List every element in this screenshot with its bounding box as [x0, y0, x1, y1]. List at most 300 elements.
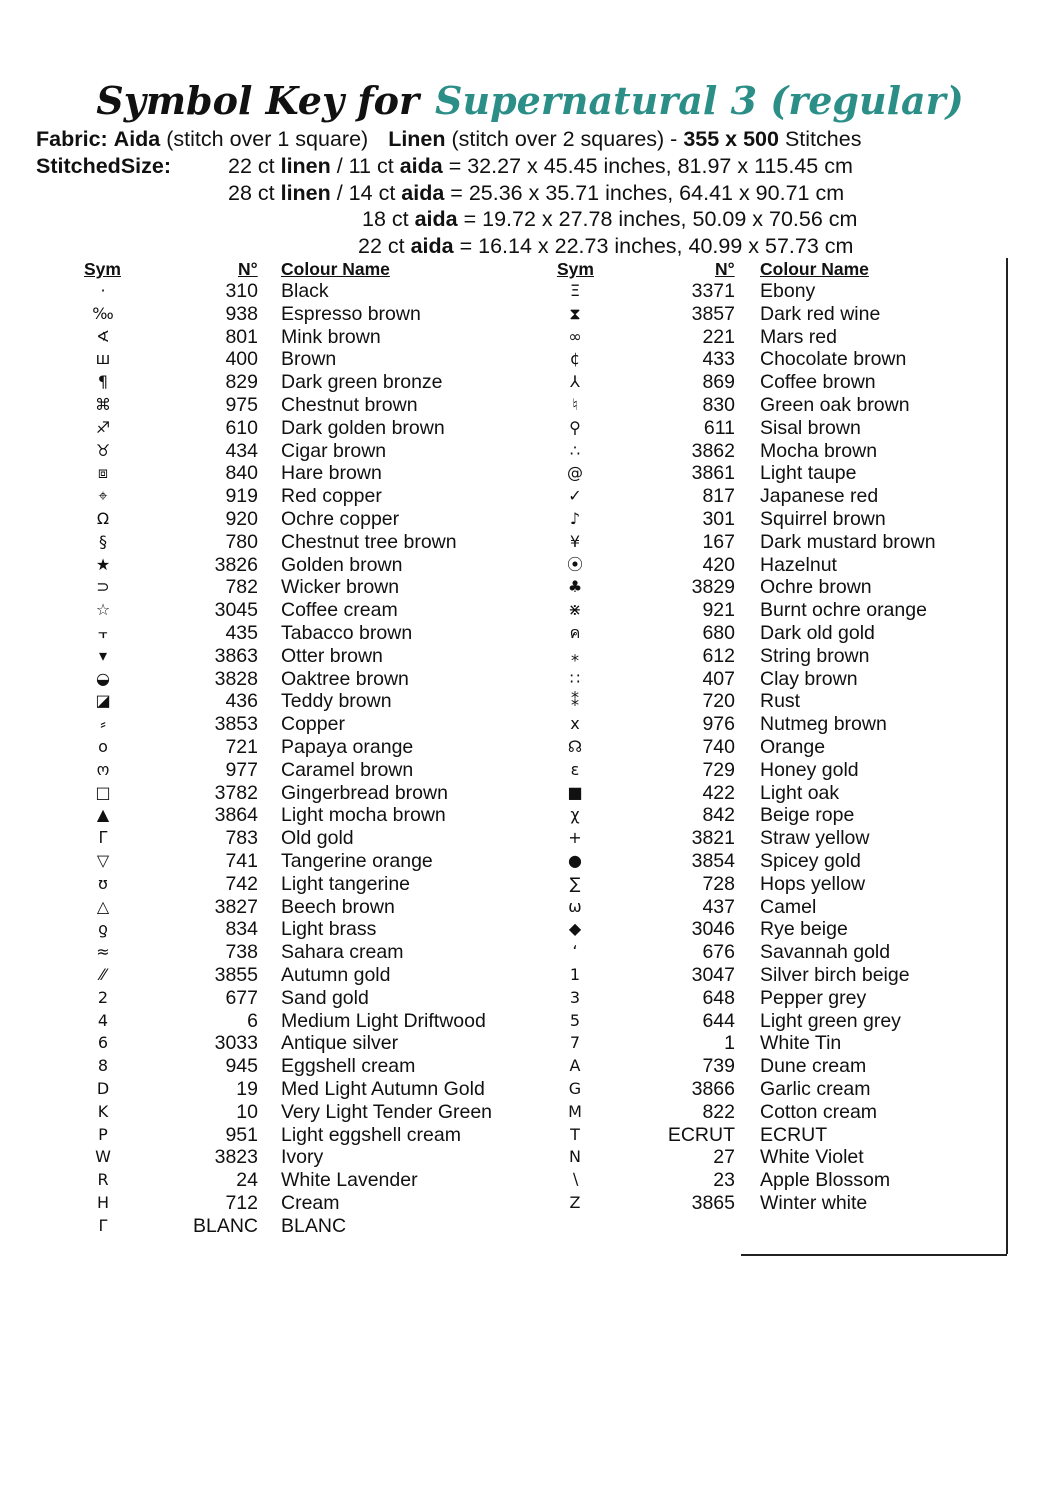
- color-number: 712: [225, 1192, 258, 1214]
- colour-name: Old gold: [281, 827, 354, 850]
- colour-name: Light tangerine: [281, 872, 411, 895]
- color-number: 801: [225, 325, 258, 348]
- symbol-icon: ᒥ: [98, 828, 108, 848]
- color-number: 407: [702, 667, 735, 690]
- color-number: 869: [702, 371, 735, 394]
- colour-name: ECRUT: [760, 1123, 828, 1146]
- colour-name: Antique silver: [281, 1032, 399, 1055]
- color-number: 23: [713, 1169, 735, 1192]
- colour-name: Chestnut brown: [281, 394, 418, 416]
- symbol-icon: ☆: [95, 600, 111, 620]
- colour-name: String brown: [760, 644, 870, 667]
- symbol-icon: ⚲: [569, 417, 581, 437]
- list-item: [0, 576, 1000, 599]
- list-item: [0, 1055, 1000, 1078]
- color-number: 921: [702, 599, 735, 622]
- color-number: 830: [702, 394, 735, 416]
- symbol-icon: ☊: [567, 737, 583, 756]
- list-item: [0, 782, 1000, 805]
- symbol-icon: ▲: [96, 805, 110, 825]
- color-number: 738: [225, 941, 258, 964]
- color-number: 780: [225, 530, 258, 553]
- colour-name: Rye beige: [760, 918, 848, 941]
- symbol-icon: △: [96, 896, 110, 916]
- symbol-icon: ∑: [569, 873, 581, 893]
- colour-name: Sisal brown: [760, 416, 861, 439]
- symbol-icon: ʊ: [98, 873, 108, 893]
- color-number: 27: [713, 1146, 735, 1169]
- symbol-icon: ■: [567, 782, 583, 802]
- symbol-icon: ◪: [95, 691, 111, 711]
- symbol-icon: G: [568, 1079, 582, 1098]
- color-number: 3782: [214, 781, 258, 804]
- color-number: 3855: [214, 964, 258, 986]
- colour-name: Spicey gold: [760, 850, 861, 872]
- symbol-icon: ⸗: [100, 714, 106, 734]
- colour-name: Dark red wine: [760, 302, 881, 325]
- list-item: [0, 941, 1000, 964]
- list-item: [0, 462, 1000, 485]
- symbol-icon: Z: [569, 1193, 581, 1212]
- stitched-size-label: StitchedSize:: [36, 154, 171, 178]
- colour-name: Chocolate brown: [760, 348, 907, 371]
- color-number: 612: [702, 644, 735, 667]
- symbol-icon: ω: [568, 896, 582, 916]
- symbol-icon: ɛ: [570, 759, 580, 779]
- colour-name: Gingerbread brown: [281, 781, 448, 804]
- symbol-icon: ⫟: [98, 623, 108, 642]
- symbol-icon: ⅄: [570, 372, 580, 392]
- color-number: BLANC: [192, 1214, 258, 1237]
- symbol-icon: ♉: [95, 440, 111, 460]
- color-number: 435: [225, 622, 258, 644]
- symbol-icon: ო: [96, 759, 110, 779]
- symbol-icon: Ω: [96, 509, 110, 528]
- color-number: 783: [225, 827, 258, 850]
- color-number: 3827: [214, 895, 258, 918]
- symbol-icon: Ξ: [569, 281, 581, 300]
- list-item: [0, 1010, 1000, 1033]
- list-item: [0, 759, 1000, 782]
- colour-name: Honey gold: [760, 758, 859, 781]
- list-item: [0, 736, 1000, 759]
- colour-name: Copper: [281, 713, 345, 736]
- symbol-icon: ◒: [96, 668, 110, 688]
- colour-name: Squirrel brown: [760, 508, 886, 530]
- color-number: 676: [702, 941, 735, 964]
- symbol-icon: N: [569, 1147, 581, 1167]
- color-number: ECRUT: [667, 1123, 735, 1146]
- colour-name: Medium Light Driftwood: [281, 1009, 486, 1032]
- color-number: 3033: [214, 1032, 258, 1055]
- list-item: [0, 1124, 1000, 1147]
- fabric-linen-note: (stitch over 2 squares) -: [451, 127, 678, 151]
- color-number: 741: [225, 850, 258, 872]
- symbol-icon: K: [97, 1101, 109, 1121]
- stitched-size-line: 18 ct aida = 19.72 x 27.78 inches, 50.09 x 70.56 cm: [362, 207, 858, 231]
- color-number: 3853: [214, 713, 258, 736]
- symbol-icon: ∷: [569, 668, 581, 688]
- symbol-icon: 5: [569, 1010, 581, 1030]
- list-item: [0, 964, 1000, 987]
- stitch-count: 355 x 500: [683, 127, 779, 151]
- colour-name: Beige rope: [760, 804, 855, 827]
- symbol-icon: ⌘: [95, 395, 111, 414]
- color-number: 3854: [691, 850, 735, 872]
- color-number: 3823: [214, 1146, 258, 1169]
- list-item: [0, 1078, 1000, 1101]
- colour-name: Otter brown: [281, 644, 383, 667]
- color-number: 10: [236, 1100, 258, 1123]
- colour-name: Ebony: [760, 280, 816, 302]
- colour-name: Dune cream: [760, 1055, 867, 1078]
- colour-name: Dark green bronze: [281, 371, 443, 394]
- color-number: 740: [702, 736, 735, 758]
- color-number: 610: [225, 416, 258, 439]
- list-item: [0, 440, 1000, 463]
- colour-name: Coffee cream: [281, 599, 398, 622]
- color-number: 611: [703, 416, 735, 439]
- color-number: 3826: [214, 553, 258, 576]
- fabric-label: Fabric:: [36, 127, 108, 151]
- color-number: 400: [225, 348, 258, 371]
- color-number: 644: [702, 1009, 735, 1032]
- symbol-icon: H: [96, 1193, 110, 1212]
- list-item: [0, 804, 1000, 827]
- symbol-icon: 8: [97, 1056, 109, 1076]
- symbol-icon: ⌖: [98, 486, 108, 506]
- colour-name: Red copper: [281, 485, 382, 508]
- symbol-icon: ʻ: [572, 942, 578, 962]
- symbol-icon: ⋇: [568, 600, 582, 620]
- list-item: [0, 280, 1000, 303]
- colour-name: Eggshell cream: [281, 1055, 416, 1078]
- list-item: [0, 508, 1000, 531]
- colour-name: Hazelnut: [760, 553, 837, 576]
- colour-name: BLANC: [281, 1214, 347, 1237]
- color-number: 834: [225, 918, 258, 941]
- color-number: 975: [225, 394, 258, 416]
- colour-name: Hare brown: [281, 462, 382, 485]
- colour-name: Straw yellow: [760, 827, 870, 850]
- color-number: 434: [225, 439, 258, 462]
- symbol-icon: T: [570, 1124, 580, 1144]
- symbol-icon: ⁑: [571, 691, 579, 711]
- colour-name: Oaktree brown: [281, 667, 409, 690]
- symbol-icon: ·: [100, 281, 106, 300]
- symbol-icon: ¶: [97, 372, 109, 392]
- header-name-right: Colour Name: [760, 259, 869, 279]
- color-number: 822: [702, 1100, 735, 1123]
- symbol-icon: o: [98, 737, 108, 756]
- colour-name: Brown: [281, 348, 337, 371]
- pattern-name: Supernatural 3 (regular): [435, 78, 964, 123]
- symbol-icon: §: [99, 531, 107, 551]
- color-number: 3862: [691, 439, 735, 462]
- color-number: 842: [702, 804, 735, 827]
- colour-name: White Tin: [760, 1032, 842, 1055]
- colour-name: Beech brown: [281, 895, 395, 918]
- color-number: 1: [724, 1032, 735, 1055]
- color-number: 221: [702, 325, 735, 348]
- colour-name: Cream: [281, 1192, 340, 1214]
- color-number: 24: [236, 1169, 258, 1192]
- list-item: [0, 1169, 1000, 1192]
- list-item: [0, 713, 1000, 736]
- colour-name: Orange: [760, 736, 826, 758]
- colour-name: Clay brown: [760, 667, 858, 690]
- colour-name: Camel: [760, 895, 817, 918]
- list-item: [0, 873, 1000, 896]
- list-item: [0, 827, 1000, 850]
- colour-name: Pepper grey: [760, 986, 867, 1009]
- color-number: 677: [225, 986, 258, 1009]
- colour-name: Tangerine orange: [281, 850, 433, 872]
- symbol-icon: ★: [95, 554, 111, 574]
- symbol-icon: ค: [569, 623, 581, 642]
- colour-name: Mink brown: [281, 325, 381, 348]
- stitch-word: Stitches: [784, 127, 862, 151]
- symbol-icon: ∴: [569, 440, 581, 460]
- colour-name: Papaya orange: [281, 736, 414, 758]
- symbol-icon: ♮: [572, 395, 578, 414]
- list-item: [0, 348, 1000, 371]
- colour-name: Light oak: [760, 781, 840, 804]
- colour-name: Med Light Autumn Gold: [281, 1078, 485, 1100]
- colour-name: Tabacco brown: [281, 622, 413, 644]
- colour-name: Ochre brown: [760, 576, 872, 599]
- symbol-icon: ƍ: [98, 919, 108, 939]
- list-item: [0, 394, 1000, 417]
- list-item: [0, 1032, 1000, 1055]
- color-number: 840: [225, 462, 258, 485]
- colour-name: Teddy brown: [281, 690, 392, 713]
- symbol-icon: ‰: [92, 303, 114, 323]
- colour-name: Black: [281, 280, 329, 302]
- symbol-icon: ⊃: [96, 577, 110, 597]
- color-number: 167: [702, 530, 735, 553]
- symbol-icon: ⁄⁄: [100, 965, 106, 984]
- color-number: 977: [225, 758, 258, 781]
- colour-name: Dark old gold: [760, 622, 875, 644]
- right-border-line: [1006, 258, 1008, 1254]
- colour-name: Cotton cream: [760, 1100, 878, 1123]
- symbol-icon: ¢: [569, 349, 581, 369]
- list-item: [0, 531, 1000, 554]
- color-number: 3047: [691, 964, 735, 986]
- fabric-linen: Linen: [388, 127, 446, 151]
- symbol-icon: 3: [569, 987, 581, 1007]
- list-item: [0, 326, 1000, 349]
- symbol-icon: ▽: [96, 851, 110, 870]
- color-number: 829: [225, 371, 258, 394]
- symbol-icon: ⧗: [569, 303, 581, 323]
- symbol-icon: Γ: [98, 1215, 108, 1235]
- symbol-icon: ≈: [96, 942, 110, 962]
- symbol-icon: ▾: [98, 645, 108, 665]
- symbol-icon: 6: [97, 1033, 109, 1053]
- color-number: 437: [702, 895, 735, 918]
- color-number: 739: [702, 1055, 735, 1078]
- colour-name: Light eggshell cream: [281, 1123, 461, 1146]
- list-item: [0, 690, 1000, 713]
- symbol-icon: D: [96, 1079, 110, 1098]
- page-title: [0, 76, 1060, 126]
- colour-name: Caramel brown: [281, 758, 414, 781]
- color-number: 648: [702, 986, 735, 1009]
- color-number: 436: [225, 690, 258, 713]
- list-item: [0, 622, 1000, 645]
- title-prefix: Symbol Key for: [96, 78, 419, 123]
- color-number: 3829: [691, 576, 735, 599]
- symbol-icon: ⧈: [97, 463, 109, 483]
- list-item: [0, 896, 1000, 919]
- header-num-right: N°: [715, 259, 735, 279]
- colour-name: Light brass: [281, 918, 377, 941]
- symbol-icon: ∖: [569, 1170, 581, 1190]
- symbol-icon: ♪: [569, 509, 581, 528]
- list-item: [0, 645, 1000, 668]
- color-number: 951: [225, 1123, 258, 1146]
- symbol-icon: ∞: [568, 326, 582, 346]
- color-number: 433: [702, 348, 735, 371]
- color-number: 3821: [691, 827, 735, 850]
- list-item: [0, 599, 1000, 622]
- symbol-icon: ♐: [95, 417, 111, 437]
- symbol-icon: χ: [570, 805, 580, 825]
- color-number: 3866: [691, 1078, 735, 1100]
- fabric-aida-note: (stitch over 1 square): [166, 127, 369, 151]
- color-number: 680: [702, 622, 735, 644]
- colour-name: Sahara cream: [281, 941, 404, 964]
- symbol-icon: 1: [569, 965, 581, 984]
- color-number: 420: [702, 553, 735, 576]
- list-item: [0, 1215, 1000, 1238]
- symbol-icon: 7: [569, 1033, 581, 1053]
- symbol-icon: ◆: [568, 919, 582, 939]
- colour-name: Very Light Tender Green: [281, 1100, 493, 1123]
- fabric-line: [36, 126, 861, 152]
- colour-name: Sand gold: [281, 986, 369, 1009]
- colour-name: Nutmeg brown: [760, 713, 887, 736]
- list-item: [0, 417, 1000, 440]
- colour-name: Autumn gold: [281, 964, 391, 986]
- header-sym-right: Sym: [557, 259, 594, 279]
- color-number: 919: [225, 485, 258, 508]
- color-number: 938: [225, 302, 258, 325]
- header-name-left: Colour Name: [281, 259, 390, 279]
- colour-name: White Lavender: [281, 1169, 418, 1192]
- symbol-icon: ⁎: [571, 645, 579, 665]
- colour-name: Dark mustard brown: [760, 530, 936, 553]
- color-number: 310: [225, 280, 258, 302]
- colour-name: White Violet: [760, 1146, 864, 1169]
- color-number: 728: [702, 872, 735, 895]
- symbol-icon: ♣: [567, 577, 583, 597]
- symbol-icon: R: [97, 1170, 109, 1190]
- color-number: 19: [236, 1078, 258, 1100]
- symbol-icon: @: [567, 463, 583, 483]
- list-item: [0, 1146, 1000, 1169]
- color-number: 782: [225, 576, 258, 599]
- color-number: 3046: [691, 918, 735, 941]
- symbol-icon: A: [569, 1056, 581, 1076]
- color-number: 721: [225, 736, 258, 758]
- color-number: 742: [225, 872, 258, 895]
- list-item: [0, 554, 1000, 577]
- colour-name: Ochre copper: [281, 508, 400, 530]
- symbol-icon: W: [95, 1147, 111, 1167]
- list-item: [0, 303, 1000, 326]
- colour-name: Espresso brown: [281, 302, 421, 325]
- symbol-icon: ⦿: [566, 554, 583, 574]
- symbol-icon: 2: [97, 987, 109, 1007]
- list-item: [0, 987, 1000, 1010]
- color-number: 3861: [691, 462, 735, 485]
- colour-name: Wicker brown: [281, 576, 400, 599]
- stitched-size-line: 22 ct linen / 11 ct aida = 32.27 x 45.45 inches, 81.97 x 115.45 cm: [228, 154, 853, 178]
- color-number: 920: [225, 508, 258, 530]
- color-number: 3857: [691, 302, 735, 325]
- color-number: 817: [702, 485, 735, 508]
- colour-name: Hops yellow: [760, 872, 866, 895]
- color-number: 422: [702, 781, 735, 804]
- color-number: 3863: [214, 644, 258, 667]
- list-item: [0, 668, 1000, 691]
- color-number: 729: [702, 758, 735, 781]
- color-number: 3864: [214, 804, 258, 827]
- symbol-icon: ¥: [569, 531, 581, 551]
- bottom-border-line: [741, 1254, 1007, 1256]
- list-item: [0, 371, 1000, 394]
- symbol-icon: □: [95, 782, 111, 802]
- symbol-icon: P: [98, 1124, 108, 1144]
- list-item: [0, 918, 1000, 941]
- color-number: 6: [247, 1009, 258, 1032]
- colour-name: Japanese red: [760, 485, 879, 508]
- color-number: 945: [225, 1055, 258, 1078]
- symbol-icon: ●: [568, 851, 582, 870]
- colour-name: Burnt ochre orange: [760, 599, 927, 622]
- symbol-icon: ✓: [568, 486, 582, 506]
- color-number: 3045: [214, 599, 258, 622]
- colour-name: Mars red: [760, 325, 837, 348]
- colour-name: Winter white: [760, 1192, 868, 1214]
- symbol-icon: ∢: [96, 326, 110, 346]
- symbol-icon: +: [568, 828, 582, 848]
- colour-name: Light green grey: [760, 1009, 901, 1032]
- colour-name: Dark golden brown: [281, 416, 445, 439]
- header-num-left: N°: [238, 259, 258, 279]
- fabric-aida: Aida: [113, 127, 161, 151]
- colour-name: Ivory: [281, 1146, 324, 1169]
- list-item: [0, 850, 1000, 873]
- list-item: [0, 1101, 1000, 1124]
- colour-name: Mocha brown: [760, 439, 878, 462]
- colour-name: Light taupe: [760, 462, 857, 485]
- stitched-size-line: 28 ct linen / 14 ct aida = 25.36 x 35.71 inches, 64.41 x 90.71 cm: [228, 181, 845, 205]
- color-number: 301: [702, 508, 735, 530]
- stitched-size-line: 22 ct aida = 16.14 x 22.73 inches, 40.99 x 57.73 cm: [358, 234, 854, 258]
- colour-name: Light mocha brown: [281, 804, 446, 827]
- color-number: 3828: [214, 667, 258, 690]
- colour-name: Chestnut tree brown: [281, 530, 457, 553]
- colour-name: Coffee brown: [760, 371, 876, 394]
- list-item: [0, 485, 1000, 508]
- symbol-icon: M: [568, 1101, 582, 1121]
- symbol-icon: x: [570, 714, 580, 734]
- symbol-icon: ш: [95, 349, 111, 369]
